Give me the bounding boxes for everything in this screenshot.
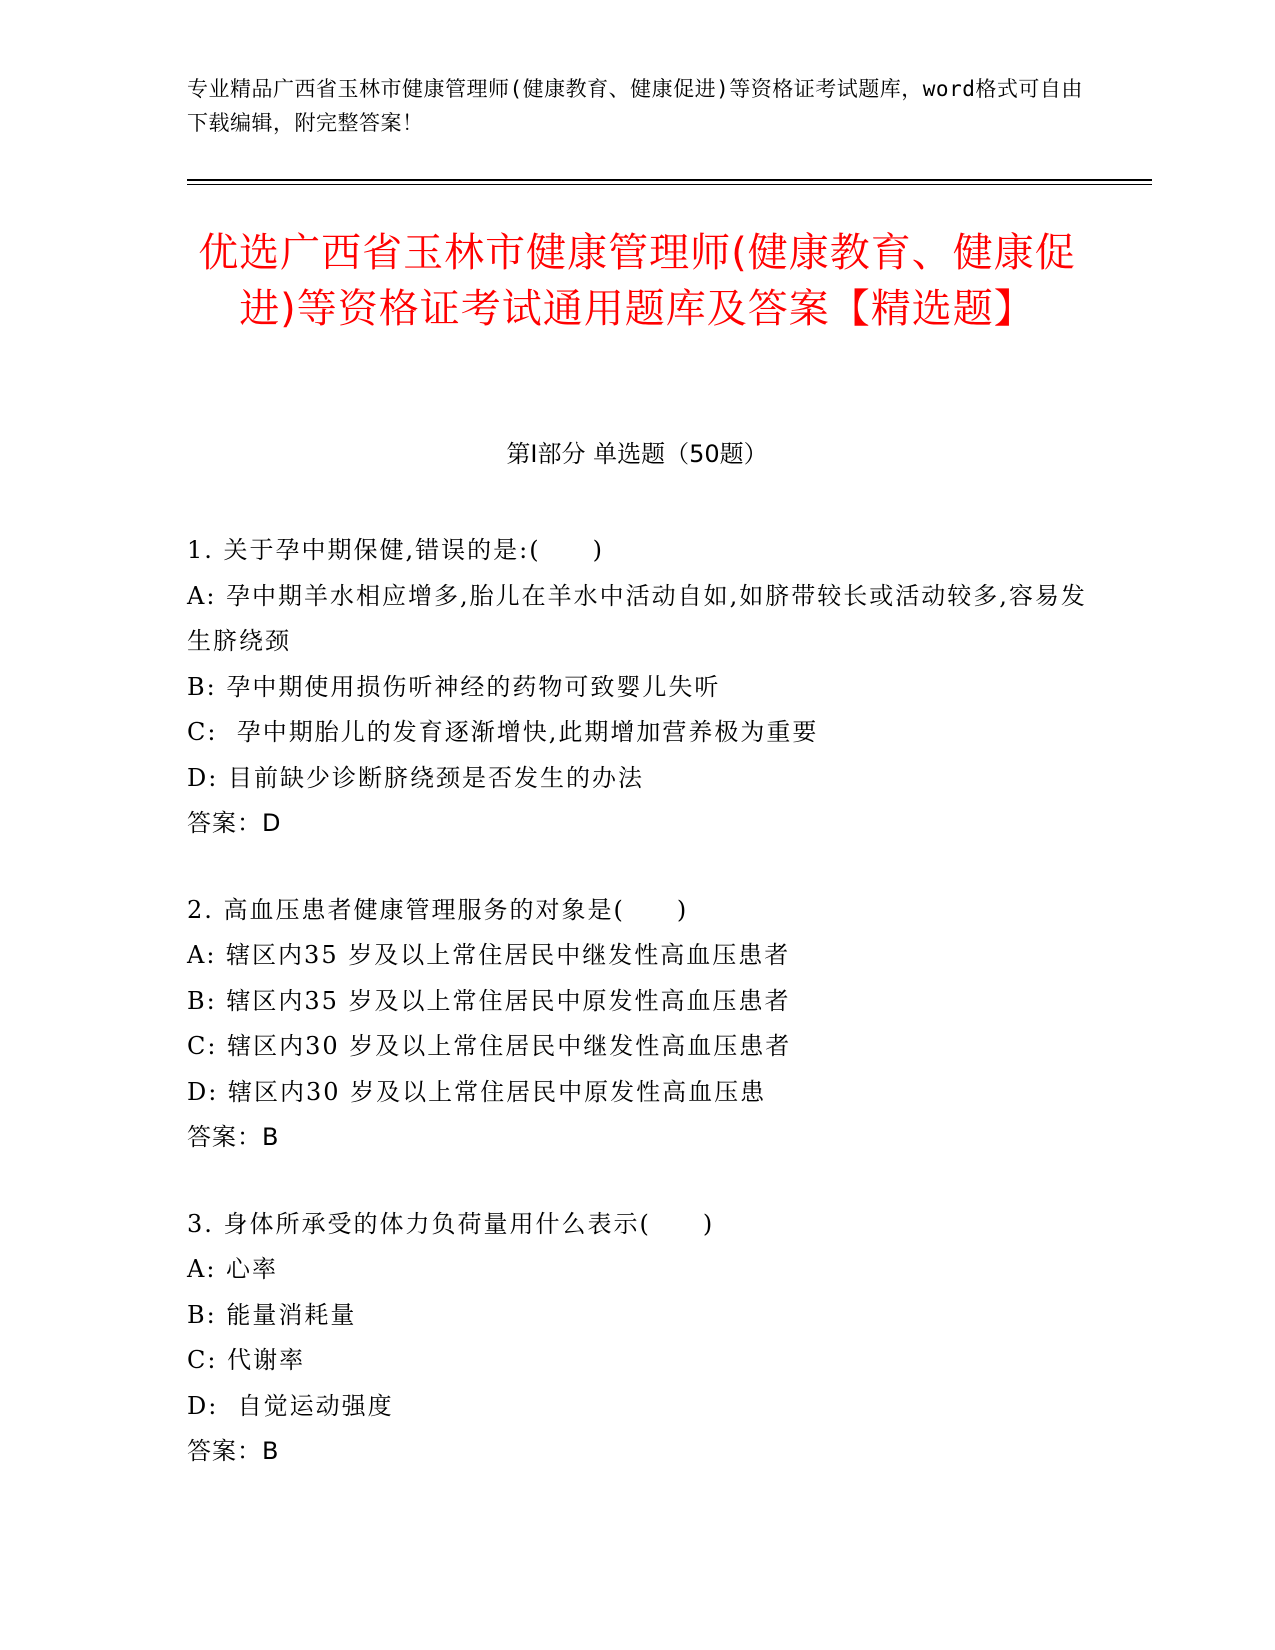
option-d: D: 辖区内30 岁及以上常住居民中原发性高血压患	[187, 1077, 767, 1106]
header-divider-thin	[187, 184, 1152, 185]
header-note: 专业精品广西省玉林市健康管理师(健康教育、健康促进)等资格证考试题库，word格式可自由下载编辑，附完整答案！	[187, 77, 1083, 135]
answer: 答案：B	[187, 1437, 280, 1465]
option-c: C: 代谢率	[187, 1346, 306, 1374]
question-list	[187, 528, 1087, 1516]
question-stem: 3. 身体所承受的体力负荷量用什么表示( )	[187, 1209, 715, 1238]
option-a: A: 孕中期羊水相应增多,胎儿在羊水中活动自如,如脐带较长或活动较多,容易发生脐绕颈	[187, 581, 1087, 655]
option-d: D: 自觉运动强度	[187, 1391, 394, 1420]
question-3	[187, 1202, 1087, 1475]
option-a: A: 辖区内35 岁及以上常住居民中继发性高血压患者	[187, 941, 791, 969]
question-1	[187, 528, 1087, 847]
answer: 答案：B	[187, 1123, 280, 1151]
option-b: B: 辖区内35 岁及以上常住居民中原发性高血压患者	[187, 986, 791, 1015]
option-d: D: 目前缺少诊断脐绕颈是否发生的办法	[187, 763, 644, 792]
header-divider-thick	[187, 179, 1152, 181]
question-2	[187, 888, 1087, 1161]
option-b: B: 孕中期使用损伤听神经的药物可致婴儿失听	[187, 672, 721, 701]
question-stem: 2. 高血压患者健康管理服务的对象是( )	[187, 895, 689, 924]
option-a: A: 心率	[187, 1255, 279, 1283]
document-title: 优选广西省玉林市健康管理师(健康教育、健康促进)等资格证考试通用题库及答案【精选题】	[198, 230, 1076, 332]
option-b: B: 能量消耗量	[187, 1300, 357, 1329]
option-c: C: 辖区内30 岁及以上常住居民中继发性高血压患者	[187, 1032, 792, 1060]
question-stem: 1. 关于孕中期保健,错误的是:( )	[187, 536, 604, 564]
answer: 答案：D	[187, 809, 282, 837]
section-title: 第Ⅰ部分 单选题（50题）	[506, 440, 768, 468]
option-c: C: 孕中期胎儿的发育逐渐增快,此期增加营养极为重要	[187, 718, 819, 746]
